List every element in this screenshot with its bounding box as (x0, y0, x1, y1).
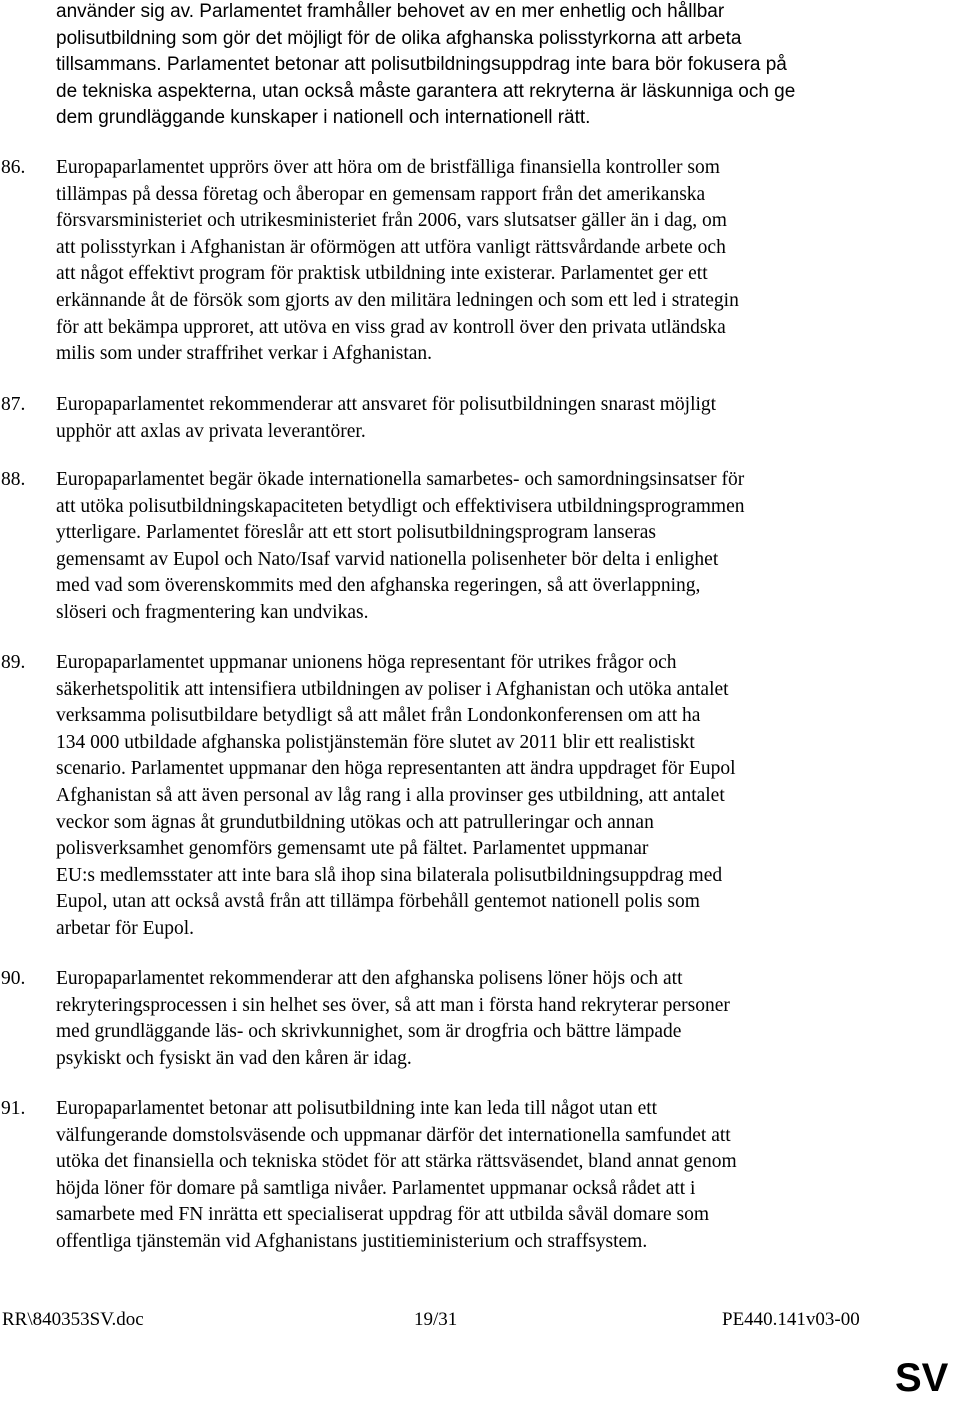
language-tag: SV (895, 1356, 949, 1400)
paragraph-number: 90. (1, 968, 26, 989)
paragraph-number: 88. (1, 469, 26, 490)
footer-page-number: 19/31 (414, 1309, 458, 1330)
paragraph-number: 89. (1, 652, 26, 673)
paragraph-text: Europaparlamentet uppmanar unionens höga representant för utrikes frågor och säkerhetspolitik att intensifiera utbildningen av poliser i Afghanistan och utöka antalet verksamma polisutbildare betydligt så att målet från Londonkonferensen om att ha 134 000 utbildade afghanska polistjänstemän före slutet av 2011 blir ett realistiskt scenario. Parlamentet uppmanar den höga representanten att ändra uppdraget för Eupol Afghanistan så att även personal av låg rang i alla provinser ges utbildning, att antalet veckor som ägnas åt grundutbildning utökas och att patrulleringar och annan polisverksamhet genomförs gemensamt ute på fältet. Parlamentet uppmanar EU:s medlemsstater att inte bara slå ihop sina bilaterala polisutbildningsuppdrag med Eupol, utan att också avstå från att tillämpa förbehåll gentemot nationell polis som arbetar för Eupol. (56, 652, 736, 939)
paragraph-text: Europaparlamentet begär ökade internationella samarbetes- och samordningsinsatser för att utöka polisutbildningskapaciteten betydligt och effektivisera utbildningsprogrammen ytterligare. Parlamentet föreslår att ett stort polisutbildningsprogram lanseras gemensamt av Eupol och Nato/Isaf varvid nationella polisenheter bör delta i enlighet med vad som överenskommits med den afghanska regeringen, så att överlappning, slöseri och fragmentering kan undvikas. (56, 469, 745, 623)
footer-doc-reference: RR\840353SV.doc (2, 1309, 144, 1330)
footer-pe-reference: PE440.141v03-00 (722, 1309, 860, 1330)
intro-paragraph: använder sig av. Parlamentet framhåller behovet av en mer enhetlig och hållbar polisutbildning som gör det möjligt för de olika afghanska polisstyrkorna att arbeta tillsammans. Parlamentet betonar att polisutbildningsuppdrag inte bara bör fokusera på de tekniska aspekterna, utan också måste garantera att rekryterna är läskunniga och ge dem grundläggande kunskaper i nationell och internationell rätt. (56, 1, 796, 129)
paragraph-text: Europaparlamentet rekommenderar att den afghanska polisens löner höjs och att rekryteringsprocessen i sin helhet ses över, så att man i första hand rekryterar personer med grundläggande läs- och skrivkunnighet, som är drogfria och bättre lämpade psykiskt och fysiskt än vad den kåren är idag. (56, 968, 730, 1069)
paragraph-text: Europaparlamentet betonar att polisutbildning inte kan leda till något utan ett välfungerande domstolsväsende och uppmanar därför det internationella samfundet att utöka det finansiella och tekniska stödet för att stärka rättsväsendet, bland annat genom höjda löner för domare på samtliga nivåer. Parlamentet uppmanar också rådet att i samarbete med FN inrätta ett specialiserat uppdrag för att utbilda såväl domare som offentliga tjänstemän vid Afghanistans justitieministerium och straffsystem. (56, 1098, 737, 1252)
paragraph-number: 87. (1, 394, 26, 415)
paragraph-text: Europaparlamentet upprörs över att höra om de bristfälliga finansiella kontroller som tillämpas på dessa företag och åberopar en gemensam rapport från det amerikanska försvarsministeriet och utrikesministeriet från 2006, vars slutsatser gäller än i dag, om att polisstyrkan i Afghanistan är oförmögen att utföra vanligt rättsvårdande arbete och att något effektivt program för praktisk utbildning inte existerar. Parlamentet ger ett erkännande åt de försök som gjorts av den militära ledningen och som ett led i strategin för att bekämpa upproret, att utöva en viss grad av kontroll över den privata utländska milis som under straffrihet verkar i Afghanistan. (56, 157, 739, 365)
paragraph-text: Europaparlamentet rekommenderar att ansvaret för polisutbildningen snarast möjligt upphör att axlas av privata leverantörer. (56, 394, 717, 442)
paragraph-number: 91. (1, 1098, 26, 1119)
paragraph-number: 86. (1, 157, 26, 178)
